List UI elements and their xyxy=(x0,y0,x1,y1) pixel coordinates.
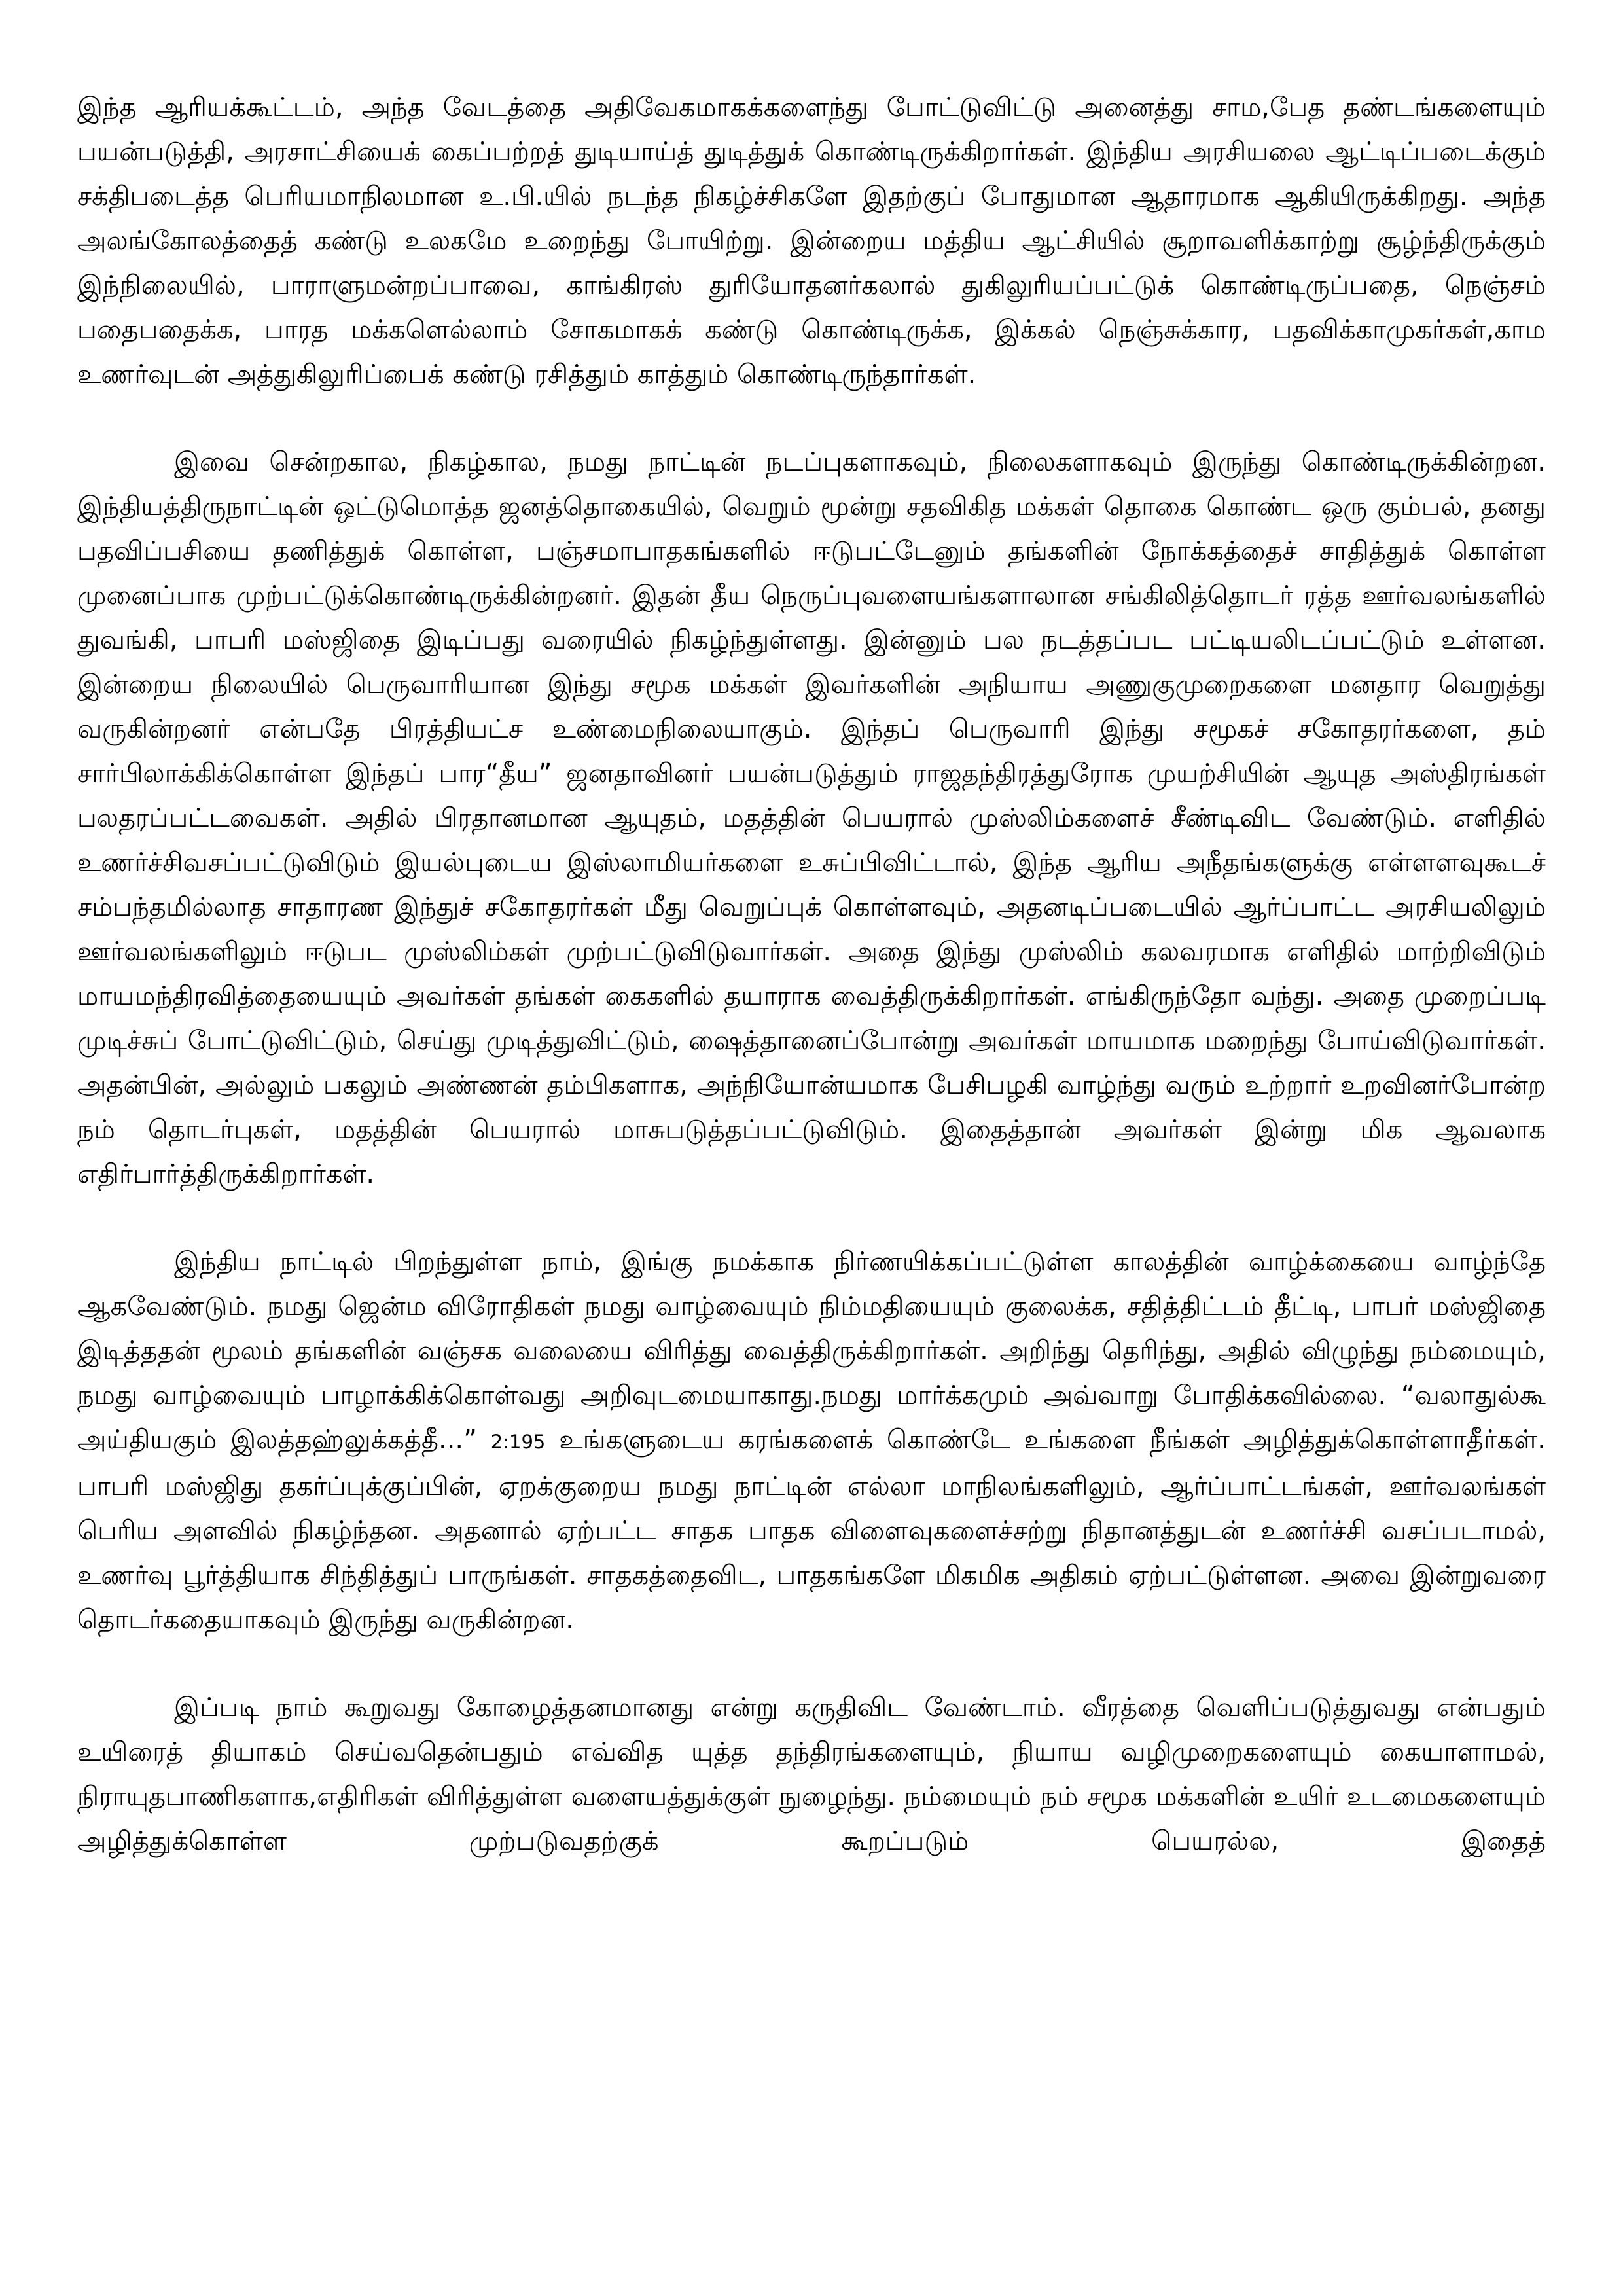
document-page xyxy=(77,85,1546,1907)
paragraph-3-text-before: இந்திய நாட்டில் பிறந்துள்ள நாம், இங்கு நமக்காக நிர்ணயிக்கப்பட்டுள்ள காலத்தின் வாழ்க்கையை வாழ்ந்தே ஆகவேண்டும். நமது ஜென்ம விரோதிகள் நமது வாழ்வையும் நிம்மதியையும் குலைக்க, சதித்திட்டம் தீட்டி, பாபர் மஸ்ஜிதை இடித்ததன் மூலம் தங்களின் வஞ்சக வலையை விரித்து வைத்திருக்கிறார்கள். அறிந்து தெரிந்து, அதில் விழுந்து நம்மையும், நமது வாழ்வையும் பாழாக்கிக்கொள்வது அறிவுடமையாகாது.நமது மார்க்கமும் அவ்வாறு போதிக்கவில்லை. “வலாதுல்கூ அய்தியகும் இலத்தஹ்லுக்கத்தீ...” xyxy=(77,1247,1546,1455)
paragraph-4: இப்படி நாம் கூறுவது கோழைத்தனமானது என்று கருதிவிட வேண்டாம். வீரத்தை வெளிப்படுத்துவது என்பதும் உயிரைத் தியாகம் செய்வதென்பதும் எவ்வித யுத்த தந்திரங்களையும், நியாய வழிமுறைகளையும் கையாளாமல், நிராயுதபாணிகளாக,எதிரிகள் விரித்துள்ள வளையத்துக்குள் நுழைந்து. நம்மையும் நம் சமூக மக்களின் உயிர் உடமைகளையும் அழித்துக்கொள்ள முற்படுவதற்குக் கூறப்படும் பெயரல்ல, இதைத் xyxy=(77,1693,1546,1856)
paragraph-3-text-after: உங்களுடைய கரங்களைக் கொண்டே உங்களை நீங்கள் அழித்துக்கொள்ளாதீர்கள். பாபரி மஸ்ஜிது தகர்ப்புக்குப்பின், ஏறக்குறைய நமது நாட்டின் எல்லா மாநிலங்களிலும், ஆர்ப்பாட்டங்கள், ஊர்வலங்கள் பெரிய அளவில் நிகழ்ந்தன. அதனால் ஏற்பட்ட சாதக பாதக விளைவுகளைச்சற்று நிதானத்துடன் உணர்ச்சி வசப்படாமல், உணர்வு பூர்த்தியாக சிந்தித்துப் பாருங்கள். சாதகத்தைவிட, பாதகங்களே மிகமிக அதிகம் ஏற்பட்டுள்ளன. அவை இன்றுவரை தொடர்கதையாகவும் இருந்து வருகின்றன. xyxy=(77,1425,1546,1635)
paragraph-2: இவை சென்றகால, நிகழ்கால, நமது நாட்டின் நடப்புகளாகவும், நிலைகளாகவும் இருந்து கொண்டிருக்கின்றன. இந்தியத்திருநாட்டின் ஒட்டுமொத்த ஜனத்தொகையில், வெறும் மூன்று சதவிகித மக்கள் தொகை கொண்ட ஒரு கும்பல், தனது பதவிப்பசியை தணித்துக் கொள்ள, பஞ்சமாபாதகங்களில் ஈடுபட்டேனும் தங்களின் நோக்கத்தைச் சாதித்துக் கொள்ள முனைப்பாக முற்பட்டுக்கொண்டிருக்கின்றனர். இதன் தீய நெருப்புவளையங்களாலான சங்கிலித்தொடர் ரத்த ஊர்வலங்களில் துவங்கி, பாபரி மஸ்ஜிதை இடிப்பது வரையில் நிகழ்ந்துள்ளது. இன்னும் பல நடத்தப்பட பட்டியலிடப்பட்டும் உள்ளன. இன்றைய நிலையில் பெருவாரியான இந்து சமூக மக்கள் இவர்களின் அநியாய அணுகுமுறைகளை மனதார வெறுத்து வருகின்றனர் என்பதே பிரத்தியட்ச உண்மைநிலையாகும். இந்தப் பெருவாரி இந்து சமூகச் சகோதரர்களை, தம் சார்பிலாக்கிக்கொள்ள இந்தப் பார“தீய” ஜனதாவினர் பயன்படுத்தும் ராஜதந்திரத்துரோக முயற்சியின் ஆயுத அஸ்திரங்கள் பலதரப்பட்டவைகள். அதில் பிரதானமான ஆயுதம், மதத்தின் பெயரால் முஸ்லிம்களைச் சீண்டிவிட வேண்டும். எளிதில் உணர்ச்சிவசப்பட்டுவிடும் இயல்புடைய இஸ்லாமியர்களை உசுப்பிவிட்டால், இந்த ஆரிய அநீதங்களுக்கு எள்ளளவுகூடச் சம்பந்தமில்லாத சாதாரண இந்துச் சகோதரர்கள் மீது வெறுப்புக் கொள்ளவும், அதனடிப்படையில் ஆர்ப்பாட்ட அரசியலிலும் ஊர்வலங்களிலும் ஈடுபட முஸ்லிம்கள் முற்பட்டுவிடுவார்கள். அதை இந்து முஸ்லிம் கலவரமாக எளிதில் மாற்றிவிடும் மாயமந்திரவித்தையையும் அவர்கள் தங்கள் கைகளில் தயாராக வைத்திருக்கிறார்கள். எங்கிருந்தோ வந்து. அதை முறைப்படி முடிச்சுப் போட்டுவிட்டும், செய்து முடித்துவிட்டும், ஷைத்தானைப்போன்று அவர்கள் மாயமாக மறைந்து போய்விடுவார்கள். அதன்பின், அல்லும் பகலும் அண்ணன் தம்பிகளாக, அந்நியோன்யமாக பேசிபழகி வாழ்ந்து வரும் உற்றார் உறவினர்போன்ற நம் தொடர்புகள், மதத்தின் பெயரால் மாசுபடுத்தப்பட்டுவிடும். இதைத்தான் அவர்கள் இன்று மிக ஆவலாக எதிர்பார்த்திருக்கிறார்கள். xyxy=(77,447,1546,1189)
paragraph-3 xyxy=(77,1240,1546,1642)
paragraph-1: இந்த ஆரியக்கூட்டம், அந்த வேடத்தை அதிவேகமாகக்களைந்து போட்டுவிட்டு அனைத்து சாம,பேத தண்டங்களையும் பயன்படுத்தி, அரசாட்சியைக் கைப்பற்றத் துடியாய்த் துடித்துக் கொண்டிருக்கிறார்கள். இந்திய அரசியலை ஆட்டிப்படைக்கும் சக்திபடைத்த பெரியமாநிலமான உ.பி.யில் நடந்த நிகழ்ச்சிகளே இதற்குப் போதுமான ஆதாரமாக ஆகியிருக்கிறது. அந்த அலங்கோலத்தைத் கண்டு உலகமே உறைந்து போயிற்று. இன்றைய மத்திய ஆட்சியில் சூறாவளிக்காற்று சூழ்ந்திருக்கும் இந்நிலையில், பாராளுமன்றப்பாவை, காங்கிரஸ் துரியோதனர்கலால் துகிலுரியப்பட்டுக் கொண்டிருப்பதை, நெஞ்சம் பதைபதைக்க, பாரத மக்களெல்லாம் சோகமாகக் கண்டு கொண்டிருக்க, இக்கல் நெஞ்சுக்கார, பதவிக்காமுகர்கள்,காம உணர்வுடன் அத்துகிலுரிப்பைக் கண்டு ரசித்தும் காத்தும் கொண்டிருந்தார்கள். xyxy=(77,92,1546,389)
verse-reference: 2:195 xyxy=(490,1431,546,1453)
